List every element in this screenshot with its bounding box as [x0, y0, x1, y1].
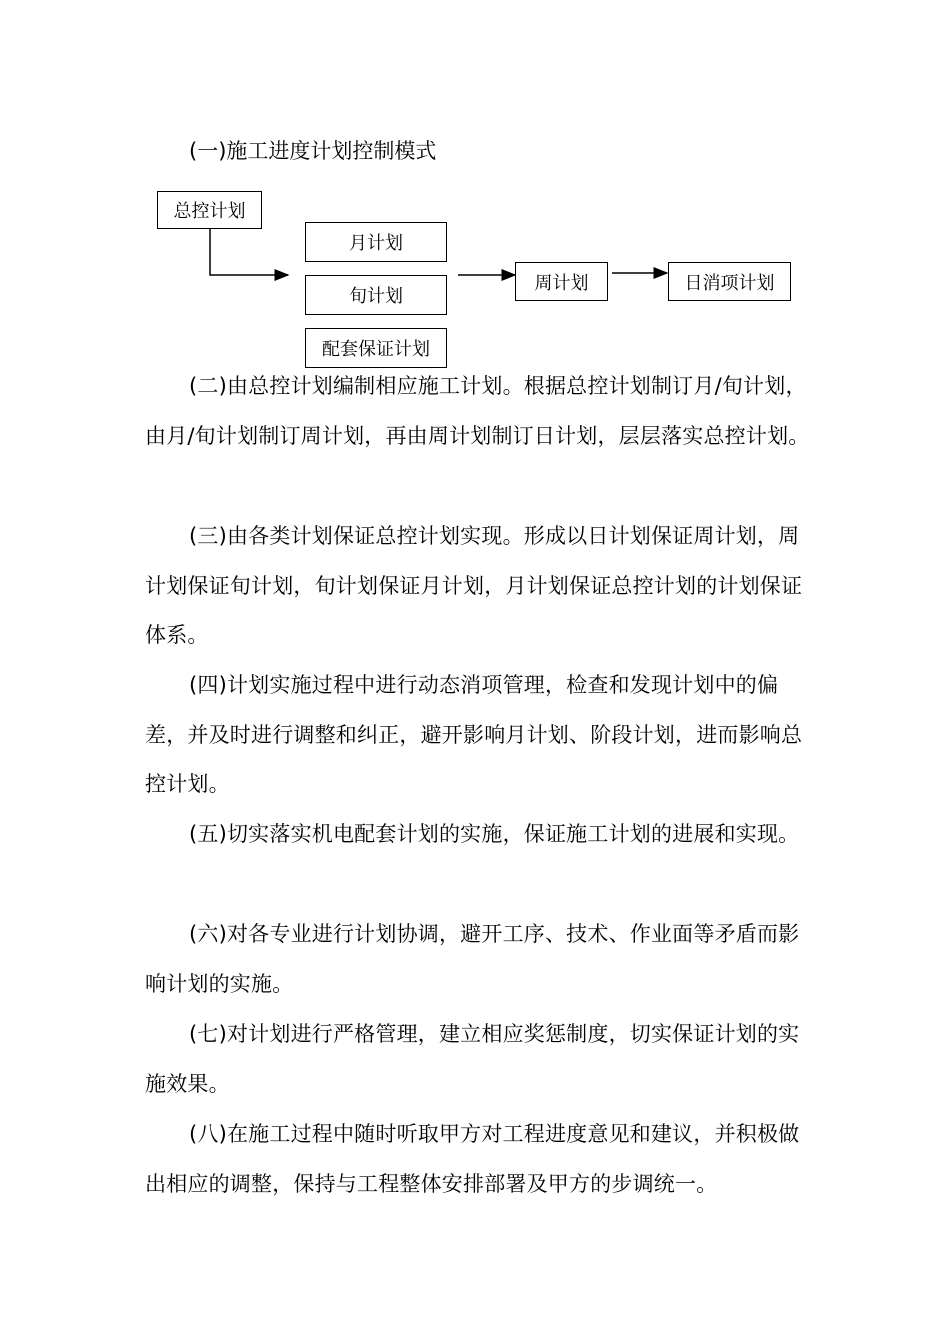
weekly-plan-label: 周计划 — [534, 272, 589, 294]
master-to-plans-arrow — [210, 229, 288, 275]
tenday-plan-label: 旬计划 — [349, 286, 403, 307]
paragraph-6: (六)对各专业进行计划协调，避开工序、技术、作业面等矛盾而影响计划的实施。 — [145, 922, 800, 996]
paragraph-2: (二)由总控计划编制相应施工计划。根据总控计划制订月/旬计划，由月/旬计划制订周计划，再由周计划制订日计划，层层落实总控计划。 — [145, 374, 810, 448]
paragraph-7: (七)对计划进行严格管理，建立相应奖惩制度，切实保证计划的实施效果。 — [145, 1022, 800, 1096]
paragraph-4: (四)计划实施过程中进行动态消项管理，检查和发现计划中的偏差，并及时进行调整和纠正，避开影响月计划、阶段计划，进而影响总控计划。 — [145, 673, 803, 797]
monthly-plan-label: 月计划 — [349, 233, 403, 254]
monthly-plan-box — [305, 222, 447, 262]
support-plan-label: 配套保证计划 — [322, 339, 430, 360]
section-heading: (一)施工进度计划控制模式 — [189, 139, 437, 163]
master-plan-label: 总控计划 — [173, 201, 246, 222]
daily-plan-label: 日消项计划 — [684, 272, 775, 294]
weekly-plan-box — [515, 262, 608, 301]
paragraph-5: (五)切实落实机电配套计划的实施，保证施工计划的进展和实现。 — [189, 822, 800, 846]
paragraph-8: (八)在施工过程中随时听取甲方对工程进度意见和建议，并积极做出相应的调整，保持与工程整体安排部署及甲方的步调统一。 — [145, 1122, 800, 1196]
tenday-plan-box — [305, 275, 447, 315]
daily-plan-box — [668, 262, 791, 301]
flow-diagram-connectors — [0, 0, 950, 380]
paragraph-3: (三)由各类计划保证总控计划实现。形成以日计划保证周计划，周计划保证旬计划，旬计划保证月计划，月计划保证总控计划的计划保证体系。 — [145, 524, 803, 648]
master-plan-box — [157, 191, 262, 229]
